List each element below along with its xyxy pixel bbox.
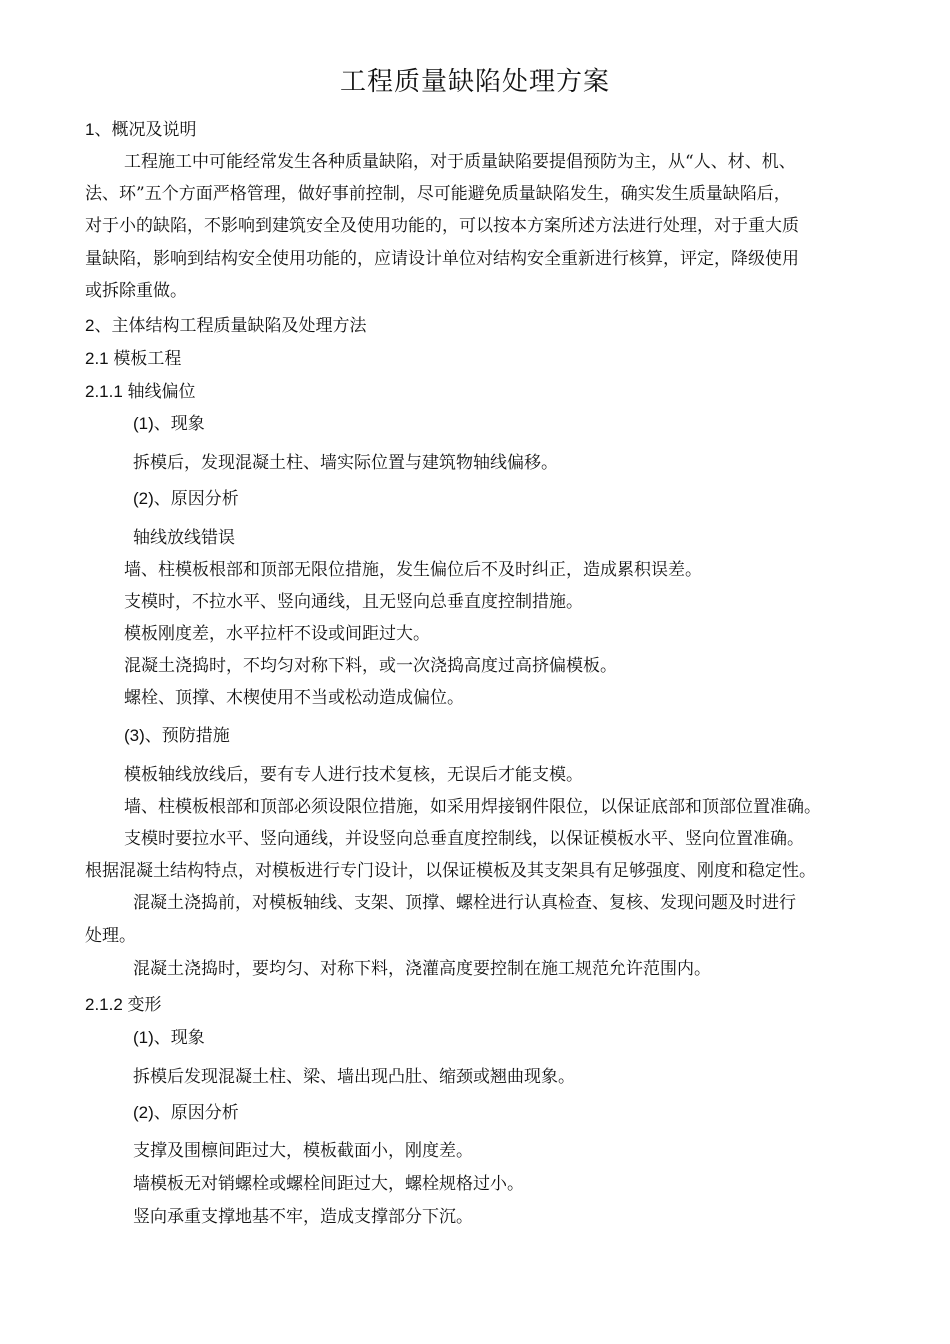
paragraph-line: 支撑及围檩间距过大，模板截面小，刚度差。 [133,1141,473,1161]
paragraph-line: 墙模板无对销螺栓或螺栓间距过大，螺栓规格过小。 [133,1174,524,1194]
paragraph-line: 对于小的缺陷，不影响到建筑安全及使用功能的，可以按本方案所述方法进行处理，对于重大质 [85,216,799,236]
subsection-heading: (2)、原因分析 [133,1103,239,1122]
paragraph-line: 混凝土浇捣时，要均匀、对称下料，浇灌高度要控制在施工规范允许范围内。 [133,959,711,979]
subsection-heading: (1)、现象 [133,414,205,433]
paragraph-line: 模板刚度差，水平拉杆不设或间距过大。 [124,624,430,644]
paragraph-line: 拆模后，发现混凝土柱、墙实际位置与建筑物轴线偏移。 [133,453,558,473]
paragraph-line: 处理。 [85,926,136,946]
paragraph-line: 工程施工中可能经常发生各种质量缺陷，对于质量缺陷要提倡预防为主，从“人、材、机、 [124,152,796,172]
paragraph-line: 根据混凝土结构特点，对模板进行专门设计，以保证模板及其支架具有足够强度、刚度和稳定性。 [85,861,816,881]
section-2-heading: 2、主体结构工程质量缺陷及处理方法 [85,316,367,335]
paragraph-line: 墙、柱模板根部和顶部必须设限位措施，如采用焊接钢件限位，以保证底部和顶部位置准确。 [124,797,821,817]
paragraph-line: 或拆除重做。 [85,281,187,301]
paragraph-line: 螺栓、顶撑、木楔使用不当或松动造成偏位。 [124,688,464,708]
paragraph-line: 混凝土浇捣时，不均匀对称下料，或一次浇捣高度过高挤偏模板。 [124,656,617,676]
section-1-heading: 1、概况及说明 [85,120,197,139]
subsection-heading: (1)、现象 [133,1028,205,1047]
paragraph-line: 量缺陷，影响到结构安全使用功能的，应请设计单位对结构安全重新进行核算，评定，降级使用 [85,249,799,269]
paragraph-line: 竖向承重支撑地基不牢，造成支撑部分下沉。 [133,1207,473,1227]
paragraph-line: 轴线放线错误 [133,528,235,548]
document-title: 工程质量缺陷处理方案 [339,67,610,97]
subsection-heading: (2)、原因分析 [133,489,239,508]
paragraph-line: 支模时要拉水平、竖向通线，并设竖向总垂直度控制线，以保证模板水平、竖向位置准确。 [124,829,804,849]
paragraph-line: 拆模后发现混凝土柱、梁、墙出现凸肚、缩颈或翘曲现象。 [133,1067,575,1087]
section-2-1-heading: 2.1 模板工程 [85,349,182,368]
paragraph-line: 法、环”五个方面严格管理，做好事前控制，尽可能避免质量缺陷发生，确实发生质量缺陷后， [85,184,791,204]
paragraph-line: 支模时，不拉水平、竖向通线，且无竖向总垂直度控制措施。 [124,592,583,612]
paragraph-line: 混凝土浇捣前，对模板轴线、支架、顶撑、螺栓进行认真检查、复核、发现问题及时进行 [133,893,796,913]
paragraph-line: 模板轴线放线后，要有专人进行技术复核，无误后才能支模。 [124,765,583,785]
subsection-heading: (3)、预防措施 [124,726,230,745]
section-2-1-1-heading: 2.1.1 轴线偏位 [85,382,196,401]
paragraph-line: 墙、柱模板根部和顶部无限位措施，发生偏位后不及时纠正，造成累积误差。 [124,560,702,580]
section-2-1-2-heading: 2.1.2 变形 [85,995,162,1014]
